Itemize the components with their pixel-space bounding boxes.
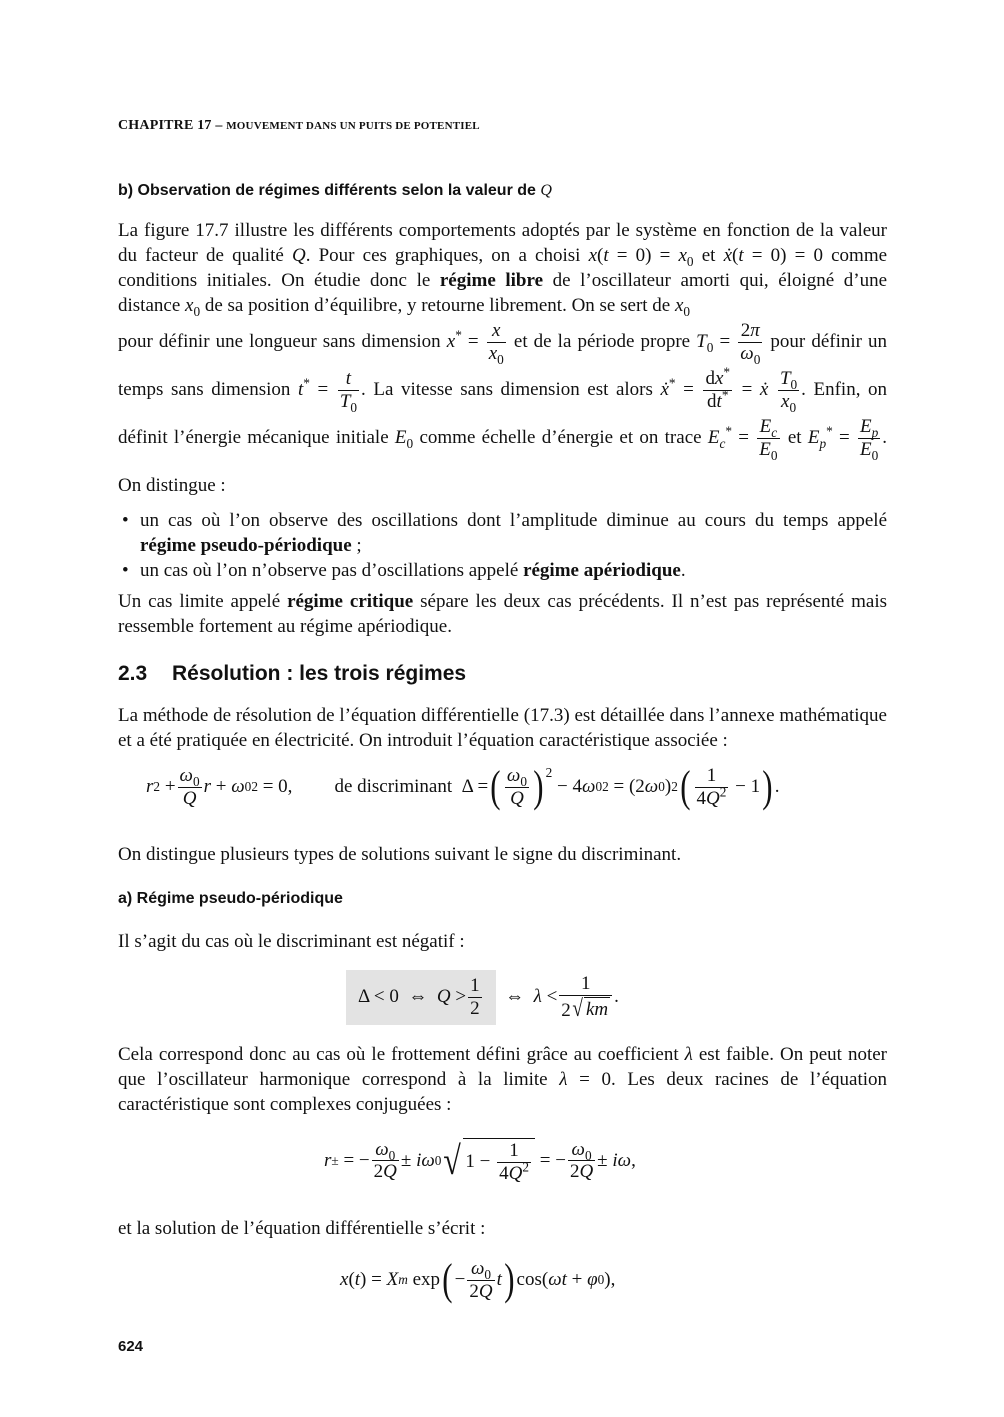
text: de sa position d’équilibre, y retourne librement. On se sert de [204,295,671,316]
equation-label: de discriminant [334,776,453,797]
heading-text: b) Observation de régimes différents selon la valeur de [118,182,536,199]
equation-condition: Δ < 0 ⇔ Q > $\frac{1}{2}$ ⇔ λ < 1 2 √ km . [346,970,619,1025]
header-dash: – [215,118,223,133]
text: comme échelle d’énergie et on trace [419,427,702,448]
text: . Enfin, on définit l’énergie mécanique initiale [118,379,888,448]
text: un cas où l’on observe des oscillations dont l’amplitude diminue au cours du temps appelé [140,510,887,531]
equation-solution: x ( t ) = X m exp ( − $\frac{\omega_0}{2Q}$ t ) cos( ωt + φ 0 ), [340,1255,616,1304]
text: et [701,245,716,266]
section-title: Résolution : les trois régimes [172,662,467,685]
fraction: $\frac{E_c}{E_0}$ [759,416,778,463]
text: Cela correspond donc au cas où le frottement défini grâce au coefficient [118,1044,679,1065]
bullet-list [118,508,887,583]
fraction: $\frac{x}{x_0}$ [488,320,504,367]
highlight-box: Δ < 0 ⇔ Q > $\frac{1}{2}$ [346,970,496,1025]
fraction: $\frac{T_0}{x_0}$ [779,368,798,415]
text: Un cas limite appelé [118,591,281,612]
heading-var: Q [540,182,552,199]
heading-text: a) Régime pseudo-périodique [118,890,343,907]
section-heading-2-3 [118,662,466,686]
fraction: $\frac{E_p}{E_0}$ [860,416,879,463]
text: . On distingue : [118,427,888,496]
text: un cas où l’on n’observe pas d’oscillations appelé [140,560,519,581]
paragraph-solution [118,1216,887,1241]
paragraph-critique [118,589,887,639]
text: comme conditions initiales. On étudie donc le [118,245,888,291]
list-item [118,558,887,583]
text: On distingue plusieurs types de solutions suivant le signe du discriminant. [118,844,682,865]
page-number: 624 [118,1338,144,1355]
text: et de la période propre [513,331,691,352]
fraction: $\frac{t}{T_0}$ [339,368,358,415]
bold-term: régime apériodique [523,560,681,581]
bold-term: régime critique [287,591,414,612]
text: de l’oscillateur amorti qui, éloigné d’une distance [118,270,888,316]
chapter-title: MOUVEMENT DANS UN PUITS DE POTENTIEL [226,120,480,132]
text: et [787,427,802,448]
chapter-number: 17 [197,118,212,133]
running-header [118,118,480,134]
text: est faible. On peut noter que l’oscillateur harmonique correspond à la limite [118,1044,888,1090]
text: et la solution de l’équation différentielle s’écrit : [118,1218,486,1239]
text: . Les deux racines de l’équation caractéristique sont complexes conjuguées : [118,1069,888,1115]
text: . Pour ces graphiques, on a choisi [305,245,581,266]
text: ; [351,535,362,556]
list-item [118,508,887,558]
text: pour définir un temps sans dimension [118,331,888,400]
bold-term: régime libre [439,270,544,291]
paragraph-intro: La figure 17.7 illustre les différents comportements adoptés par le système en fonction de la valeur du facteur de qualité Q. Pour ces graphiques, on a choisi $x(t = 0) = x_0$ et ẋ(t = 0) = 0 comme conditions initiales. On étudie donc le régime libre de l’oscillateur amorti qui, éloigné d’une distance $x_0$ de sa position d’équilibre, y retourne librement. On se sert de $x_0$ pour définir une longueur sans dimension x* = $\frac{x}{x_0}$ et de la période propre $T_0$ = $\frac{2\pi}{\omega_0}$ pour définir un temps sans dimension t* = $\frac{t}{T_0}$ . La vitesse sans dimension est alors ẋ* = $\frac{dx^*}{dt^*}$ = ẋ $\frac{T_0}{x_0}$ . Enfin, on définit l’énergie mécanique initiale $E_0$ comme échelle d’énergie et on trace $E_c^*$ = $\frac{E_c}{E_0}$ et $E_p^*$ = $\frac{E_p}{E_0}$ . On distingue : [118,220,888,496]
text: Il s’agit du cas où le discriminant est négatif : [118,931,465,952]
paragraph-method [118,703,887,753]
subsection-heading-a [118,890,343,908]
fraction: $\frac{dx^*}{dt^*}$ [705,364,731,413]
text: La méthode de résolution de l’équation différentielle (17.3) est détaillée dans l’annexe mathématique et a été pratiquée en électricité. On introduit l’équation caractéristique associée : [118,705,887,751]
text: . [680,560,686,581]
text: pour définir une longueur sans dimension [118,331,441,352]
paragraph-types [118,842,887,867]
paragraph-negative [118,929,887,954]
text: sépare les deux cas précédents. Il n’est pas représenté mais ressemble fortement au régime apériodique. [118,591,887,637]
fraction: $\frac{2\pi}{\omega_0}$ [740,320,761,367]
subsection-heading-b [118,182,552,200]
bold-term: régime pseudo-périodique [140,535,352,556]
text: La figure 17.7 illustre les différents comportements adoptés par le système en fonction de la valeur du facteur de qualité [118,220,887,266]
text: . La vitesse sans dimension est alors [361,379,653,400]
equation-roots: r ± = − $\frac{\omega_0}{2Q}$ ± iω 0 √ 1 − $\frac{1}{4Q^2}$ = − $\frac{\omega_0}{2Q}$ ± iω , [324,1137,636,1184]
paragraph-friction: Cela correspond donc au cas où le frottement défini grâce au coefficient λ est faible. On peut noter que l’oscillateur harmonique correspond à la limite λ = 0. Les deux racines de l’équation caractéristique sont complexes conjuguées : [118,1044,888,1115]
section-number: 2.3 [118,662,148,685]
equation-characteristic: r 2 + $\frac{\omega_0}{Q}$ r + ω 0 2 = 0, de discriminant Δ = ( $\frac{\omega_0}{Q}$ ) $^2$ − 4 ω 0 2 = (2 ω 0 ) 2 ( $\frac{1}{4Q^2}$ − 1 ) . [146,762,780,811]
chapter-label: CHAPITRE [118,118,194,133]
